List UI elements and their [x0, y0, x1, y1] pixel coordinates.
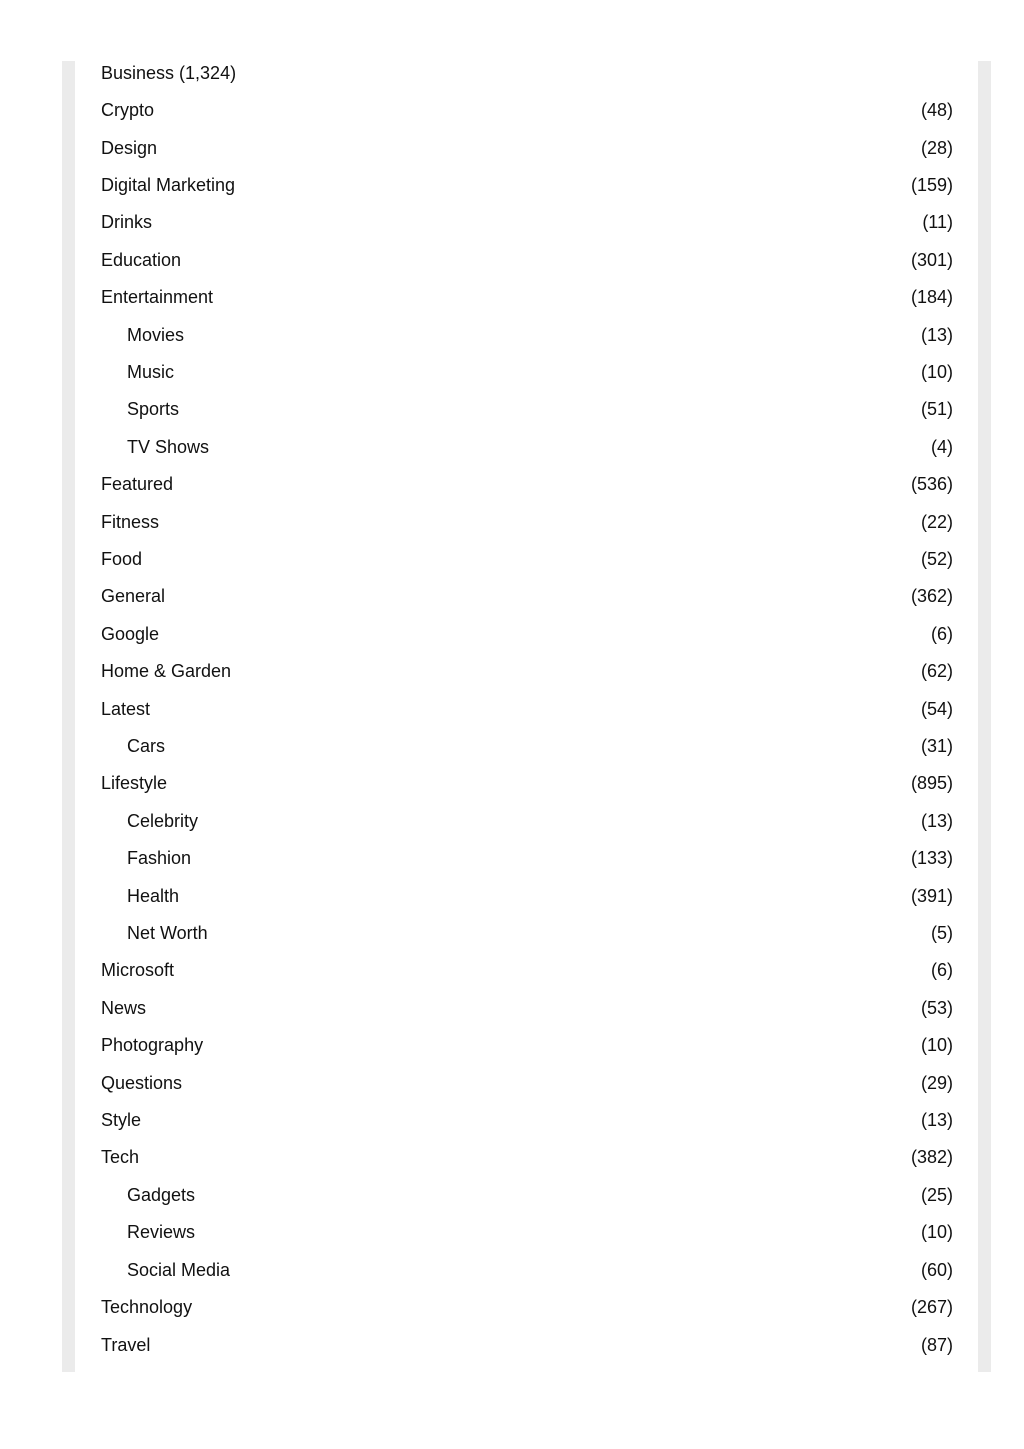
list-item[interactable]: [101, 877, 953, 914]
category-count: (362): [910, 586, 953, 607]
subcategory-link[interactable]: Cars: [127, 736, 166, 757]
list-item[interactable]: [101, 129, 953, 166]
list-item[interactable]: [101, 1288, 953, 1325]
list-item[interactable]: [101, 653, 953, 690]
category-link[interactable]: Travel: [101, 1334, 151, 1355]
category-link[interactable]: Home & Garden: [101, 661, 232, 682]
category-link[interactable]: Lifestyle: [101, 773, 168, 794]
list-item[interactable]: [101, 503, 953, 540]
subcategory-link[interactable]: Sports: [127, 399, 180, 420]
category-count: (10): [920, 1035, 953, 1056]
subcategory-link[interactable]: Reviews: [127, 1222, 196, 1243]
category-count: (62): [920, 661, 953, 682]
category-count: (10): [920, 361, 953, 382]
subcategory-link[interactable]: Health: [127, 885, 180, 906]
category-count: (382): [910, 1147, 953, 1168]
category-count: (52): [920, 548, 953, 569]
category-count: (5): [931, 923, 953, 944]
category-count: (6): [931, 960, 953, 981]
list-item[interactable]: [101, 1064, 953, 1101]
category-count: (267): [910, 1297, 953, 1318]
subcategory-link[interactable]: Music: [127, 361, 175, 382]
subcategory-link[interactable]: Gadgets: [127, 1184, 196, 1205]
category-link[interactable]: Design: [101, 137, 158, 158]
category-count: (301): [910, 249, 953, 270]
subcategory-link[interactable]: Celebrity: [127, 810, 199, 831]
category-count: (6): [931, 623, 953, 644]
list-item[interactable]: [101, 540, 953, 577]
category-link[interactable]: Google: [101, 623, 160, 644]
category-count: (54): [920, 698, 953, 719]
category-count: (51): [920, 399, 953, 420]
category-count: (391): [910, 885, 953, 906]
list-item[interactable]: [101, 465, 953, 502]
list-item[interactable]: [101, 989, 953, 1026]
category-count: (4): [931, 436, 953, 457]
list-item[interactable]: [101, 1251, 953, 1288]
category-count: (159): [910, 174, 953, 195]
category-link[interactable]: Photography: [101, 1035, 204, 1056]
category-count: (60): [920, 1259, 953, 1280]
list-item[interactable]: [101, 615, 953, 652]
category-link[interactable]: Questions: [101, 1072, 183, 1093]
category-link[interactable]: Entertainment: [101, 287, 214, 308]
category-count: (11): [922, 212, 953, 233]
list-item[interactable]: [101, 278, 953, 315]
list-item[interactable]: [101, 1027, 953, 1064]
category-count: (48): [920, 100, 953, 121]
list-item[interactable]: [101, 1101, 953, 1138]
category-count: (31): [920, 736, 953, 757]
category-count: (25): [920, 1184, 953, 1205]
subcategory-link[interactable]: Net Worth: [127, 923, 208, 944]
category-link[interactable]: Education: [101, 249, 182, 270]
list-item[interactable]: [101, 391, 953, 428]
list-item[interactable]: [101, 91, 953, 128]
category-count: (895): [910, 773, 953, 794]
list-item[interactable]: [101, 1139, 953, 1176]
list-item[interactable]: [101, 765, 953, 802]
category-count: (184): [910, 287, 953, 308]
category-count: (53): [920, 997, 953, 1018]
list-item[interactable]: [101, 353, 953, 390]
subcategory-link[interactable]: Fashion: [127, 848, 192, 869]
list-item[interactable]: [101, 952, 953, 989]
category-link[interactable]: News: [101, 997, 147, 1018]
list-item[interactable]: [101, 1176, 953, 1213]
list-item[interactable]: [101, 840, 953, 877]
category-link[interactable]: Digital Marketing: [101, 174, 236, 195]
category-link[interactable]: Featured: [101, 474, 174, 495]
category-link[interactable]: General: [101, 586, 166, 607]
category-count: (29): [920, 1072, 953, 1093]
category-count: (13): [920, 324, 953, 345]
category-link[interactable]: Business (1,324): [101, 62, 237, 83]
category-count: (28): [920, 137, 953, 158]
list-item[interactable]: [101, 54, 953, 91]
list-item[interactable]: [101, 241, 953, 278]
category-count: (10): [920, 1222, 953, 1243]
category-link[interactable]: Fitness: [101, 511, 160, 532]
category-count: (87): [920, 1334, 953, 1355]
list-item[interactable]: [101, 802, 953, 839]
category-link[interactable]: Drinks: [101, 212, 153, 233]
category-link[interactable]: Microsoft: [101, 960, 175, 981]
category-link[interactable]: Food: [101, 548, 143, 569]
list-item[interactable]: [101, 727, 953, 764]
list-item[interactable]: [101, 1214, 953, 1251]
list-item[interactable]: [101, 578, 953, 615]
list-item[interactable]: [101, 316, 953, 353]
list-item[interactable]: [101, 204, 953, 241]
list-item[interactable]: [101, 428, 953, 465]
category-count: (536): [910, 474, 953, 495]
list-item[interactable]: [101, 1326, 953, 1363]
category-count: (133): [910, 848, 953, 869]
category-link[interactable]: Style: [101, 1110, 142, 1131]
list-item[interactable]: [101, 690, 953, 727]
subcategory-link[interactable]: Movies: [127, 324, 185, 345]
category-link[interactable]: Technology: [101, 1297, 193, 1318]
list-item[interactable]: [101, 166, 953, 203]
category-count: (22): [920, 511, 953, 532]
subcategory-link[interactable]: TV Shows: [127, 436, 210, 457]
subcategory-link[interactable]: Social Media: [127, 1259, 231, 1280]
category-count: (13): [920, 810, 953, 831]
category-count: (13): [920, 1110, 953, 1131]
list-item[interactable]: [101, 914, 953, 951]
category-link[interactable]: Latest: [101, 698, 151, 719]
category-link[interactable]: Crypto: [101, 100, 155, 121]
category-link[interactable]: Tech: [101, 1147, 140, 1168]
category-list: [101, 54, 953, 1363]
